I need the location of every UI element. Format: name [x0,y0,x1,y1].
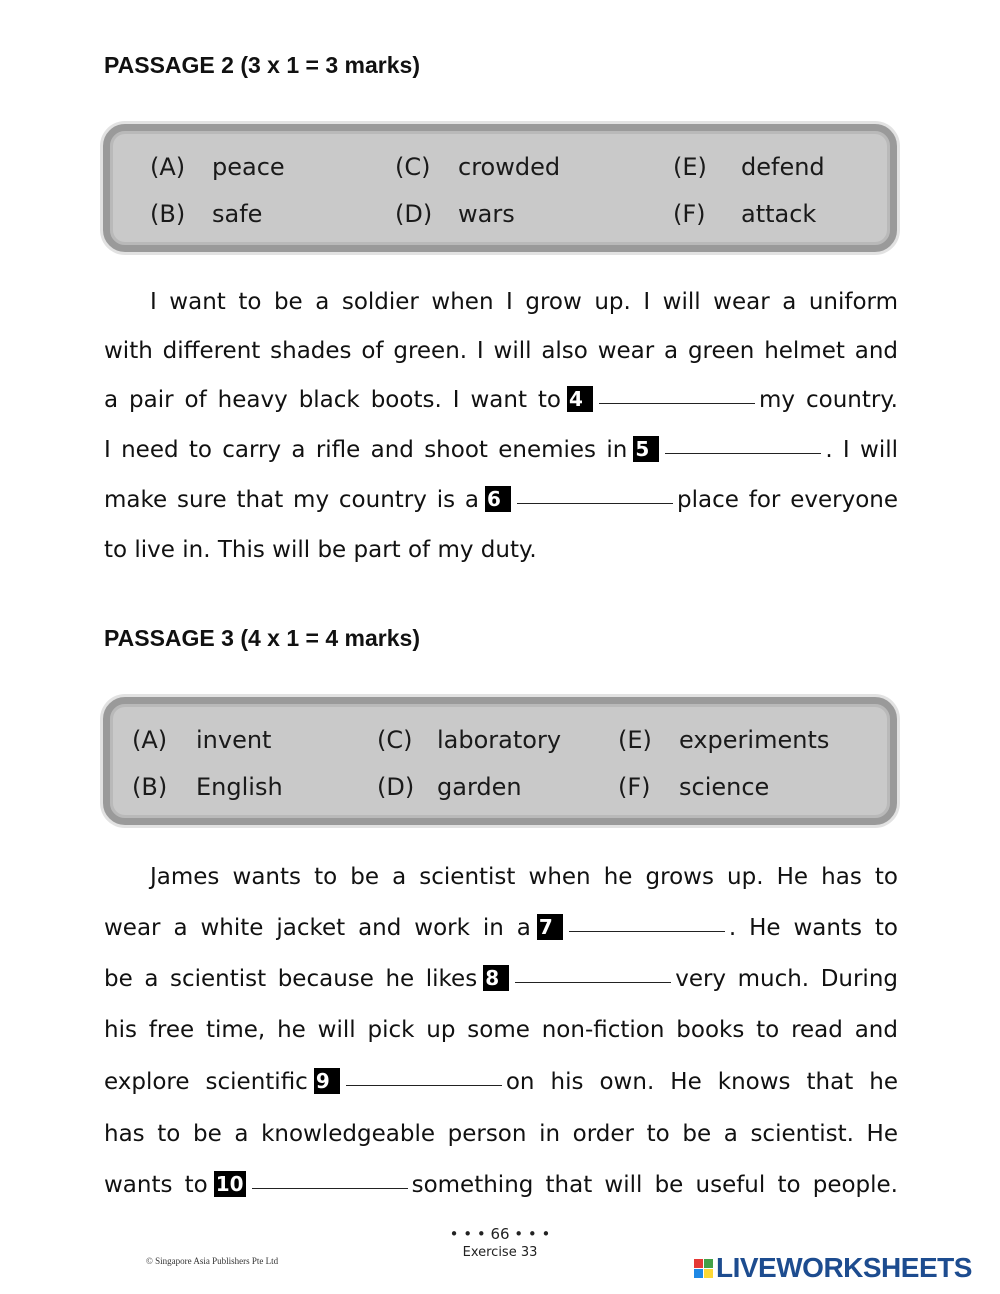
passage-line: wants to 10 something that will be useful to people. [104,1171,898,1198]
passage-line: I want to be a soldier when I grow up. I will wear a uniform [150,289,898,315]
answer-blank-5[interactable] [665,452,821,454]
passage-line: wear a white jacket and work in a 7 . He wants to [104,914,898,941]
word-option: (C) crowded [395,153,561,181]
passage-line: I need to carry a rifle and shoot enemies in 5 . I will [104,436,898,463]
passage-line: to live in. This will be part of my duty. [104,537,537,563]
question-number-10: 10 [215,1171,244,1196]
answer-blank-8[interactable] [515,981,671,983]
word-option: (C) laboratory [377,726,562,754]
question-number-8: 8 [483,965,509,991]
passage-line: James wants to be a scientist when he grows up. He has to [150,864,898,890]
passage-line: his free time, he will pick up some non-fiction books to read and [104,1017,898,1043]
answer-blank-7[interactable] [569,930,725,932]
word-option: (D) garden [377,773,522,801]
question-number-7: 7 [537,914,563,940]
question-number-4: 4 [567,386,593,412]
brand-name: LIVEWORKSHEETS [716,1252,972,1283]
word-option: (A) invent [132,726,272,754]
liveworksheets-logo[interactable] [694,1252,972,1284]
word-option: (A) peace [150,153,285,181]
question-number-9: 9 [314,1068,340,1094]
answer-blank-6[interactable] [517,502,673,504]
liveworksheets-icon [694,1259,713,1278]
passage-2-heading: PASSAGE 2 (3 x 1 = 3 marks) [104,52,420,78]
word-option: (D) wars [395,200,515,228]
passage-line: has to be a knowledgeable person in order to be a scientist. He [104,1121,898,1147]
passage-3-heading: PASSAGE 3 (4 x 1 = 4 marks) [104,625,420,651]
word-option: (B) safe [150,200,263,228]
word-option: (E) experiments [618,726,830,754]
word-option: (B) English [132,773,283,801]
passage-line: be a scientist because he likes 8 very much. During [104,965,898,992]
passage-line: a pair of heavy black boots. I want to 4 my country. [104,386,898,413]
passage-2-word-bank [103,124,897,252]
passage-line: make sure that my country is a 6 place for everyone [104,486,899,513]
exercise-label: Exercise 33 [462,1245,538,1260]
copyright-notice: © Singapore Asia Publishers Pte Ltd [146,1256,279,1266]
word-option: (F) science [618,773,770,801]
passage-line: explore scientific 9 on his own. He knows that he [104,1068,898,1095]
passage-line: with different shades of green. I will also wear a green helmet and [104,338,898,364]
answer-blank-9[interactable] [346,1084,502,1086]
passage-3-word-bank [103,697,897,825]
answer-blank-10[interactable] [252,1187,408,1189]
question-number-5: 5 [633,436,659,462]
page-number: • • • 66 • • • [449,1225,551,1243]
word-option: (E) defend [673,153,825,181]
word-option: (F) attack [673,200,817,228]
question-number-6: 6 [485,486,511,512]
answer-blank-4[interactable] [599,402,755,404]
